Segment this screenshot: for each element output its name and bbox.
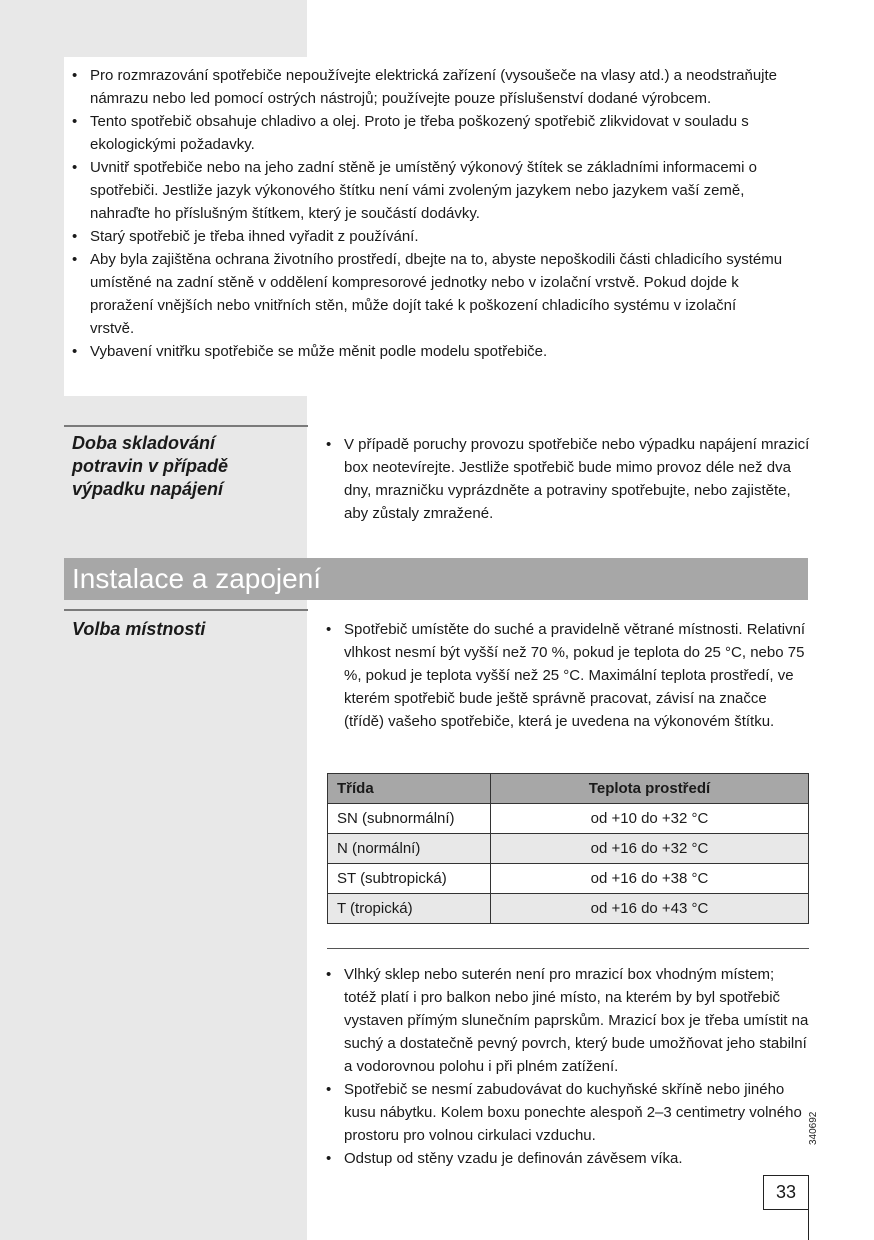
climate-class-table <box>327 773 809 924</box>
document-code: 340692 <box>808 1111 819 1145</box>
table-row <box>328 864 809 894</box>
section-divider <box>64 609 308 611</box>
page-number: 33 <box>763 1175 809 1210</box>
list-item: • Spotřebič umístěte do suché a pravidelně větrané místnosti. Relativní vlhkost nesmí být vyšší než 70 %, pokud je teplota do 25 °C, nebo 75 %, pokud je teplota vyšší než 25 °C. Maximální teplota prostředí, ve kterém spotřebič bude ještě správně pracovat, závisí na značce (třídě) vašeho spotřebiče, která je uvedena na výkonovém štítku. <box>318 618 810 733</box>
table-cell: N (normální) <box>328 834 491 864</box>
room-section-label: Volba místnosti <box>72 619 206 639</box>
room-notes-list <box>318 618 810 733</box>
table-cell: od +16 do +43 °C <box>491 894 809 924</box>
storage-notes-list <box>318 433 810 525</box>
safety-notes-list <box>64 64 784 363</box>
table-cell: T (tropická) <box>328 894 491 924</box>
list-item: • Vlhký sklep nebo suterén není pro mrazicí box vhodným místem; totéž platí i pro balkon nebo jiné místo, na kterém by byl spotřebič vystaven přímým slunečním paprskům. Mrazicí box je třeba umístit na suchý a dostatečně pevný povrch, který bude umožňovat jeho stabilní a vodorovnou polohu i při plném zatížení. <box>318 963 810 1078</box>
table-header-cell: Třída <box>328 774 491 804</box>
list-item: • V případě poruchy provozu spotřebiče nebo výpadku napájení mrazicí box neotevírejte. Jestliže spotřebič bude mimo provoz déle než dva dny, mrazničku vyprázdněte a potraviny spotřebujte, nebo zajistěte, aby zůstaly zmražené. <box>318 433 810 525</box>
table-cell: od +16 do +38 °C <box>491 864 809 894</box>
table-header-row <box>328 774 809 804</box>
table-bottom-rule <box>327 948 809 949</box>
section-heading-bar <box>64 558 808 600</box>
list-item: • Uvnitř spotřebiče nebo na jeho zadní stěně je umístěný výkonový štítek se základními informacemi o spotřebiči. Jestliže jazyk výkonového štítku není vámi zvoleným jazykem nebo jazykem vaší země, nahraďte ho příslušným štítkem, který je součástí dodávky. <box>64 156 784 225</box>
list-item: • Vybavení vnitřku spotřebiče se může měnit podle modelu spotřebiče. <box>64 340 784 363</box>
table-row <box>328 834 809 864</box>
table-cell: ST (subtropická) <box>328 864 491 894</box>
table-cell: od +16 do +32 °C <box>491 834 809 864</box>
page-number-rule <box>808 1209 809 1240</box>
table-cell: od +10 do +32 °C <box>491 804 809 834</box>
list-item: • Odstup od stěny vzadu je definován závěsem víka. <box>318 1147 810 1170</box>
section-divider <box>64 425 308 427</box>
list-item: • Spotřebič se nesmí zabudovávat do kuchyňské skříně nebo jiného kusu nábytku. Kolem boxu ponechte alespoň 2–3 centimetry volného prostoru pro volnou cirkulaci vzduchu. <box>318 1078 810 1147</box>
list-item: • Pro rozmrazování spotřebiče nepoužívejte elektrická zařízení (vysoušeče na vlasy atd.) a neodstraňujte námrazu nebo led pomocí ostrých nástrojů; používejte pouze příslušenství dodané výrobcem. <box>64 64 784 110</box>
table-header-cell: Teplota prostředí <box>491 774 809 804</box>
page-title: Instalace a zapojení <box>72 563 322 594</box>
label-line: výpadku napájení <box>72 479 224 499</box>
table-row <box>328 804 809 834</box>
list-item: • Tento spotřebič obsahuje chladivo a olej. Proto je třeba poškozený spotřebič zlikvidovat v souladu s ekologickými požadavky. <box>64 110 784 156</box>
label-line: potravin v případě <box>72 456 229 476</box>
storage-section-label <box>72 432 302 501</box>
list-item: • Aby byla zajištěna ochrana životního prostředí, dbejte na to, abyste nepoškodili části chladicího systému umístěné na zadní stěně v oddělení kompresorové jednotky nebo v izolační vrstvě. Pokud dojde k proražení vnějších nebo vnitřních stěn, může dojít také k poškození chladicího systému v izolační vrstvě. <box>64 248 784 340</box>
list-item: • Starý spotřebič je třeba ihned vyřadit z používání. <box>64 225 784 248</box>
placement-notes-list <box>318 963 810 1170</box>
table-cell: SN (subnormální) <box>328 804 491 834</box>
table-row <box>328 894 809 924</box>
label-line: Doba skladování <box>72 433 216 453</box>
